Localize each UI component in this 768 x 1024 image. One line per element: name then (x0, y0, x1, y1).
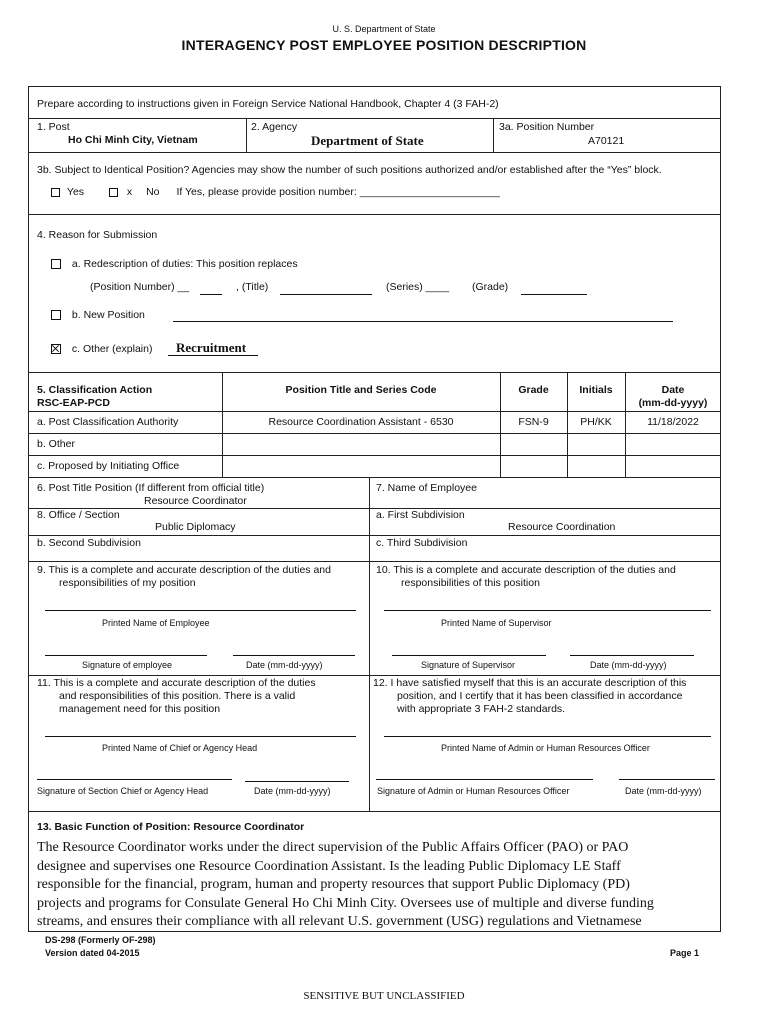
cert11-line1: 11. This is a complete and accurate description of the duties (37, 677, 316, 689)
supervisor-date-line[interactable] (570, 655, 694, 656)
identical-options (51, 186, 500, 198)
x-mark: x (126, 186, 133, 198)
sig-employee: Signature of employee (82, 660, 173, 670)
agency-value: Department of State (311, 133, 424, 148)
instructions: Prepare according to instructions given in Foreign Service National Handbook, Chapter 4 (3 FAH-2) (37, 98, 499, 110)
admin-date-line[interactable] (619, 779, 715, 780)
classification-row-a-initials: PH/KK (580, 416, 612, 428)
basic-function-line: streams, and ensures their compliance with all relevant U.S. government (USG) regulations and Vietnamese (37, 914, 642, 929)
if-yes-text: If Yes, please provide position number: ________________________ (176, 186, 500, 198)
date-supervisor: Date (mm-dd-yyyy) (590, 660, 667, 670)
cert12-line1: 12. I have satisfied myself that this is an accurate description of this (373, 677, 687, 689)
page-number: Page 1 (670, 948, 700, 958)
sig-supervisor: Signature of Supervisor (421, 660, 516, 670)
date-admin: Date (mm-dd-yyyy) (625, 786, 702, 796)
date-employee: Date (mm-dd-yyyy) (246, 660, 323, 670)
printed-employee: Printed Name of Employee (102, 618, 210, 628)
sig-chief: Signature of Section Chief or Agency Head (37, 786, 209, 796)
identical-question: 3b. Subject to Identical Position? Agencies may show the number of such positions authorized and/or established after the “Yes” block. (37, 164, 662, 176)
chief-name-line[interactable] (45, 736, 356, 737)
reason-c-row (51, 343, 152, 355)
cert12-line2: position, and I certify that it has been classified in accordance (397, 690, 683, 702)
reason-pos-number: (Position Number) __ (90, 281, 190, 293)
post-label: 1. Post (37, 121, 70, 133)
cert11-line3: management need for this position (59, 703, 221, 715)
printed-admin: Printed Name of Admin or Human Resources Officer (441, 743, 650, 753)
department-name: U. S. Department of State (332, 24, 436, 34)
employee-sig-line[interactable] (45, 655, 207, 656)
third-subdivision-label: c. Third Subdivision (376, 537, 468, 549)
cert9-line1: 9. This is a complete and accurate description of the duties and (37, 564, 331, 576)
classification-head1b: RSC-EAP-PCD (37, 397, 110, 409)
classification-row-a-title: Resource Coordination Assistant - 6530 (268, 416, 454, 428)
yes-label: Yes (66, 186, 85, 198)
no-label: No (146, 186, 160, 198)
classification-row-c-label: c. Proposed by Initiating Office (37, 460, 180, 472)
cert10-line1: 10. This is a complete and accurate description of the duties and (376, 564, 676, 576)
supervisor-name-line[interactable] (384, 610, 711, 611)
reason-title-label: , (Title) (236, 281, 269, 293)
classification-head5b: (mm-dd-yyyy) (638, 397, 708, 409)
form-title: INTERAGENCY POST EMPLOYEE POSITION DESCRIPTION (181, 37, 587, 53)
first-subdivision-value: Resource Coordination (508, 521, 616, 533)
sig-admin: Signature of Admin or Human Resources Officer (377, 786, 570, 796)
basic-function-line: responsible for the financial, program, human and property resources that support Public Diplomacy (PD) (37, 877, 630, 892)
field6-label: 6. Post Title Position (If different from official title) (37, 482, 265, 494)
basic-function-line: designee and supervises one Resource Coordination Assistant. Is the leading Public Diplomacy LE Staff (37, 858, 621, 874)
sensitivity-label: SENSITIVE BUT UNCLASSIFIED (303, 990, 465, 1002)
admin-sig-line[interactable] (376, 779, 593, 780)
field7-label: 7. Name of Employee (376, 482, 477, 494)
reason-b-checkbox[interactable] (51, 310, 61, 320)
reason-b-row (51, 309, 145, 321)
chief-date-line[interactable] (245, 781, 349, 782)
reason-a-row (51, 258, 298, 270)
classification-row-a-date: 11/18/2022 (647, 416, 699, 428)
reason-c-value: Recruitment (176, 340, 247, 355)
reason-label: 4. Reason for Submission (37, 229, 158, 241)
chief-sig-line[interactable] (37, 779, 232, 780)
classification-row-a-grade: FSN-9 (518, 416, 549, 428)
reason-grade: (Grade) (472, 281, 509, 293)
basic-function-line: projects and programs for Consulate General Ho Chi Minh City. Oversees use of multiple and diverse funding (37, 895, 654, 911)
cert9-line2: responsibilities of my position (59, 577, 196, 589)
reason-a-checkbox[interactable] (51, 259, 61, 269)
reason-b-label: b. New Position (71, 309, 145, 321)
reason-c-label: c. Other (explain) (71, 343, 153, 355)
version-date: Version dated 04-2015 (45, 948, 140, 958)
yes-checkbox[interactable] (51, 188, 60, 197)
cert11-line2: and responsibilities of this position. There is a valid (59, 690, 296, 702)
basic-function-label: 13. Basic Function of Position: Resource Coordinator (37, 821, 305, 833)
employee-date-line[interactable] (233, 655, 355, 656)
no-checkbox[interactable] (109, 188, 118, 197)
reason-series: (Series) ____ (386, 281, 450, 293)
classification-head3: Grade (518, 384, 549, 396)
classification-head1: 5. Classification Action (37, 384, 153, 396)
post-value: Ho Chi Minh City, Vietnam (68, 134, 198, 146)
first-subdivision-label: a. First Subdivision (376, 509, 465, 521)
employee-name-line[interactable] (45, 610, 356, 611)
admin-name-line[interactable] (384, 736, 711, 737)
classification-head4: Initials (579, 384, 613, 396)
classification-row-b-label: b. Other (37, 438, 75, 450)
field8-value: Public Diplomacy (155, 521, 236, 533)
supervisor-sig-line[interactable] (392, 655, 546, 656)
position-number-label: 3a. Position Number (499, 121, 595, 133)
position-number-value: A70121 (588, 135, 625, 147)
basic-function-line: The Resource Coordinator works under the direct supervision of the Public Affairs Officer (PAO) or PAO (37, 840, 629, 855)
printed-supervisor: Printed Name of Supervisor (441, 618, 552, 628)
cert12-line3: with appropriate 3 FAH-2 standards. (397, 703, 566, 715)
field6-value: Resource Coordinator (144, 495, 247, 507)
form-number: DS-298 (Formerly OF-298) (45, 935, 156, 945)
reason-a-label: a. Redescription of duties: This position replaces (71, 258, 298, 270)
field8-label: 8. Office / Section (37, 509, 120, 521)
printed-chief: Printed Name of Chief or Agency Head (102, 743, 258, 753)
basic-function-text (37, 839, 717, 932)
classification-row-a-label: a. Post Classification Authority (37, 416, 179, 428)
date-chief: Date (mm-dd-yyyy) (254, 786, 331, 796)
second-subdivision-label: b. Second Subdivision (37, 537, 141, 549)
cert10-line2: responsibilities of this position (401, 577, 540, 589)
agency-label: 2. Agency (251, 121, 298, 133)
form-frame (28, 86, 721, 932)
reason-c-checkbox-checked[interactable] (51, 344, 61, 354)
classification-head5: Date (661, 384, 685, 396)
classification-head2: Position Title and Series Code (285, 384, 437, 396)
